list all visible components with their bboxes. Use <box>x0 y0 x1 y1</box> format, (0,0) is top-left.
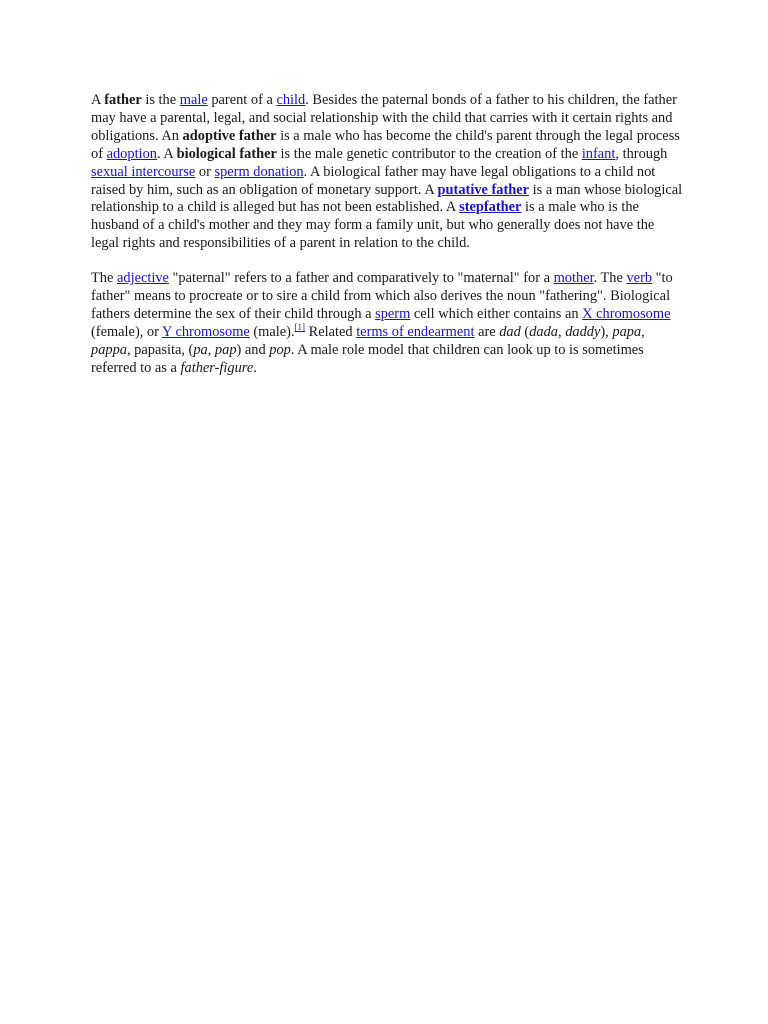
italic-term: pa <box>193 341 208 358</box>
italic-term: pap <box>214 341 237 358</box>
text-run: "paternal" refers to a father and comparatively to "maternal" for a <box>168 270 554 287</box>
link-sexual-intercourse[interactable]: sexual intercourse <box>91 163 196 180</box>
link-child[interactable]: child <box>276 92 306 108</box>
text-run: (male). <box>249 323 295 340</box>
text-run: or <box>195 163 215 180</box>
text-run: . <box>253 359 257 376</box>
text-run: . Besides the paternal bonds of a father to his children, the father may have a parental, legal, and social relationship with the child that carries with it certain rights and obligations. An <box>91 92 677 144</box>
text-run: . The <box>593 270 627 287</box>
link-sperm-donation[interactable]: sperm donation <box>214 163 304 180</box>
link-terms-of-endearment[interactable]: terms of endearment <box>356 323 475 340</box>
link-mother[interactable]: mother <box>553 270 594 287</box>
text-run: is the male genetic contributor to the creation of the <box>276 145 582 162</box>
text-run: . A biological father may have legal obligations to a child not raised by him, such as an obligation of monetary support. A <box>91 163 656 198</box>
link-verb[interactable]: verb <box>626 270 653 287</box>
link-y-chromosome[interactable]: Y chromosome <box>161 323 250 340</box>
text-run: is a male who has become the child's parent through the legal process of <box>91 127 680 162</box>
text-run: is a male who is the husband of a child's mother and they may form a family unit, but who generally does not have the legal rights and responsibilities of a parent in relation to the child. <box>91 199 655 252</box>
text-run: , through <box>615 145 668 162</box>
text-run: . A male role model that children can look up to is sometimes referred to as a <box>91 341 644 376</box>
link-stepfather[interactable]: stepfather <box>459 199 522 216</box>
bold-term: father <box>104 92 142 108</box>
text-run: is a man whose biological relationship to a child is alleged but has not been established. A <box>91 181 683 216</box>
link-x-chromosome[interactable]: X chromosome <box>582 305 671 322</box>
paragraph-terminology <box>91 270 683 377</box>
bold-term: adoptive father <box>182 127 277 144</box>
italic-term: father-figure <box>180 359 254 376</box>
link-sperm[interactable]: sperm <box>375 305 411 322</box>
text-run: (female), or <box>91 323 162 340</box>
text-run: is the <box>141 92 180 108</box>
link-infant[interactable]: infant <box>581 145 616 162</box>
text-run: Related <box>305 323 357 340</box>
italic-term: pop <box>269 341 291 358</box>
bold-term: biological father <box>176 145 277 162</box>
text-run: ), <box>600 323 613 340</box>
italic-term: dad <box>499 323 521 340</box>
link-putative-father[interactable]: putative father <box>437 181 530 198</box>
text-run: , papasita, ( <box>126 341 194 358</box>
text-run: ( <box>520 323 530 340</box>
text-run: . A <box>156 145 177 162</box>
text-run: "to father" means to procreate or to sire a child from which also derives the noun "fathering". Biological fathers determine the sex of their child through a <box>91 270 673 322</box>
paragraph-definition <box>91 92 683 253</box>
text-run: are <box>474 323 500 340</box>
italic-term: papa <box>612 323 642 340</box>
link-male[interactable]: male <box>179 92 208 108</box>
text-run: , <box>641 323 645 340</box>
text-run: ) and <box>236 341 270 358</box>
text-run: cell which either contains an <box>410 305 583 322</box>
text-run: , <box>207 341 215 358</box>
italic-term: pappa <box>91 341 127 358</box>
link-adoption[interactable]: adoption <box>106 145 157 162</box>
footnote-1-link[interactable]: [1] <box>294 322 306 333</box>
document-page <box>91 92 683 395</box>
text-run: The <box>91 270 117 287</box>
text-run: A <box>91 92 105 108</box>
italic-term: daddy <box>565 323 601 340</box>
italic-term: dada <box>529 323 558 340</box>
text-run: , <box>558 323 566 340</box>
text-run: parent of a <box>207 92 277 108</box>
link-adjective[interactable]: adjective <box>116 270 169 287</box>
